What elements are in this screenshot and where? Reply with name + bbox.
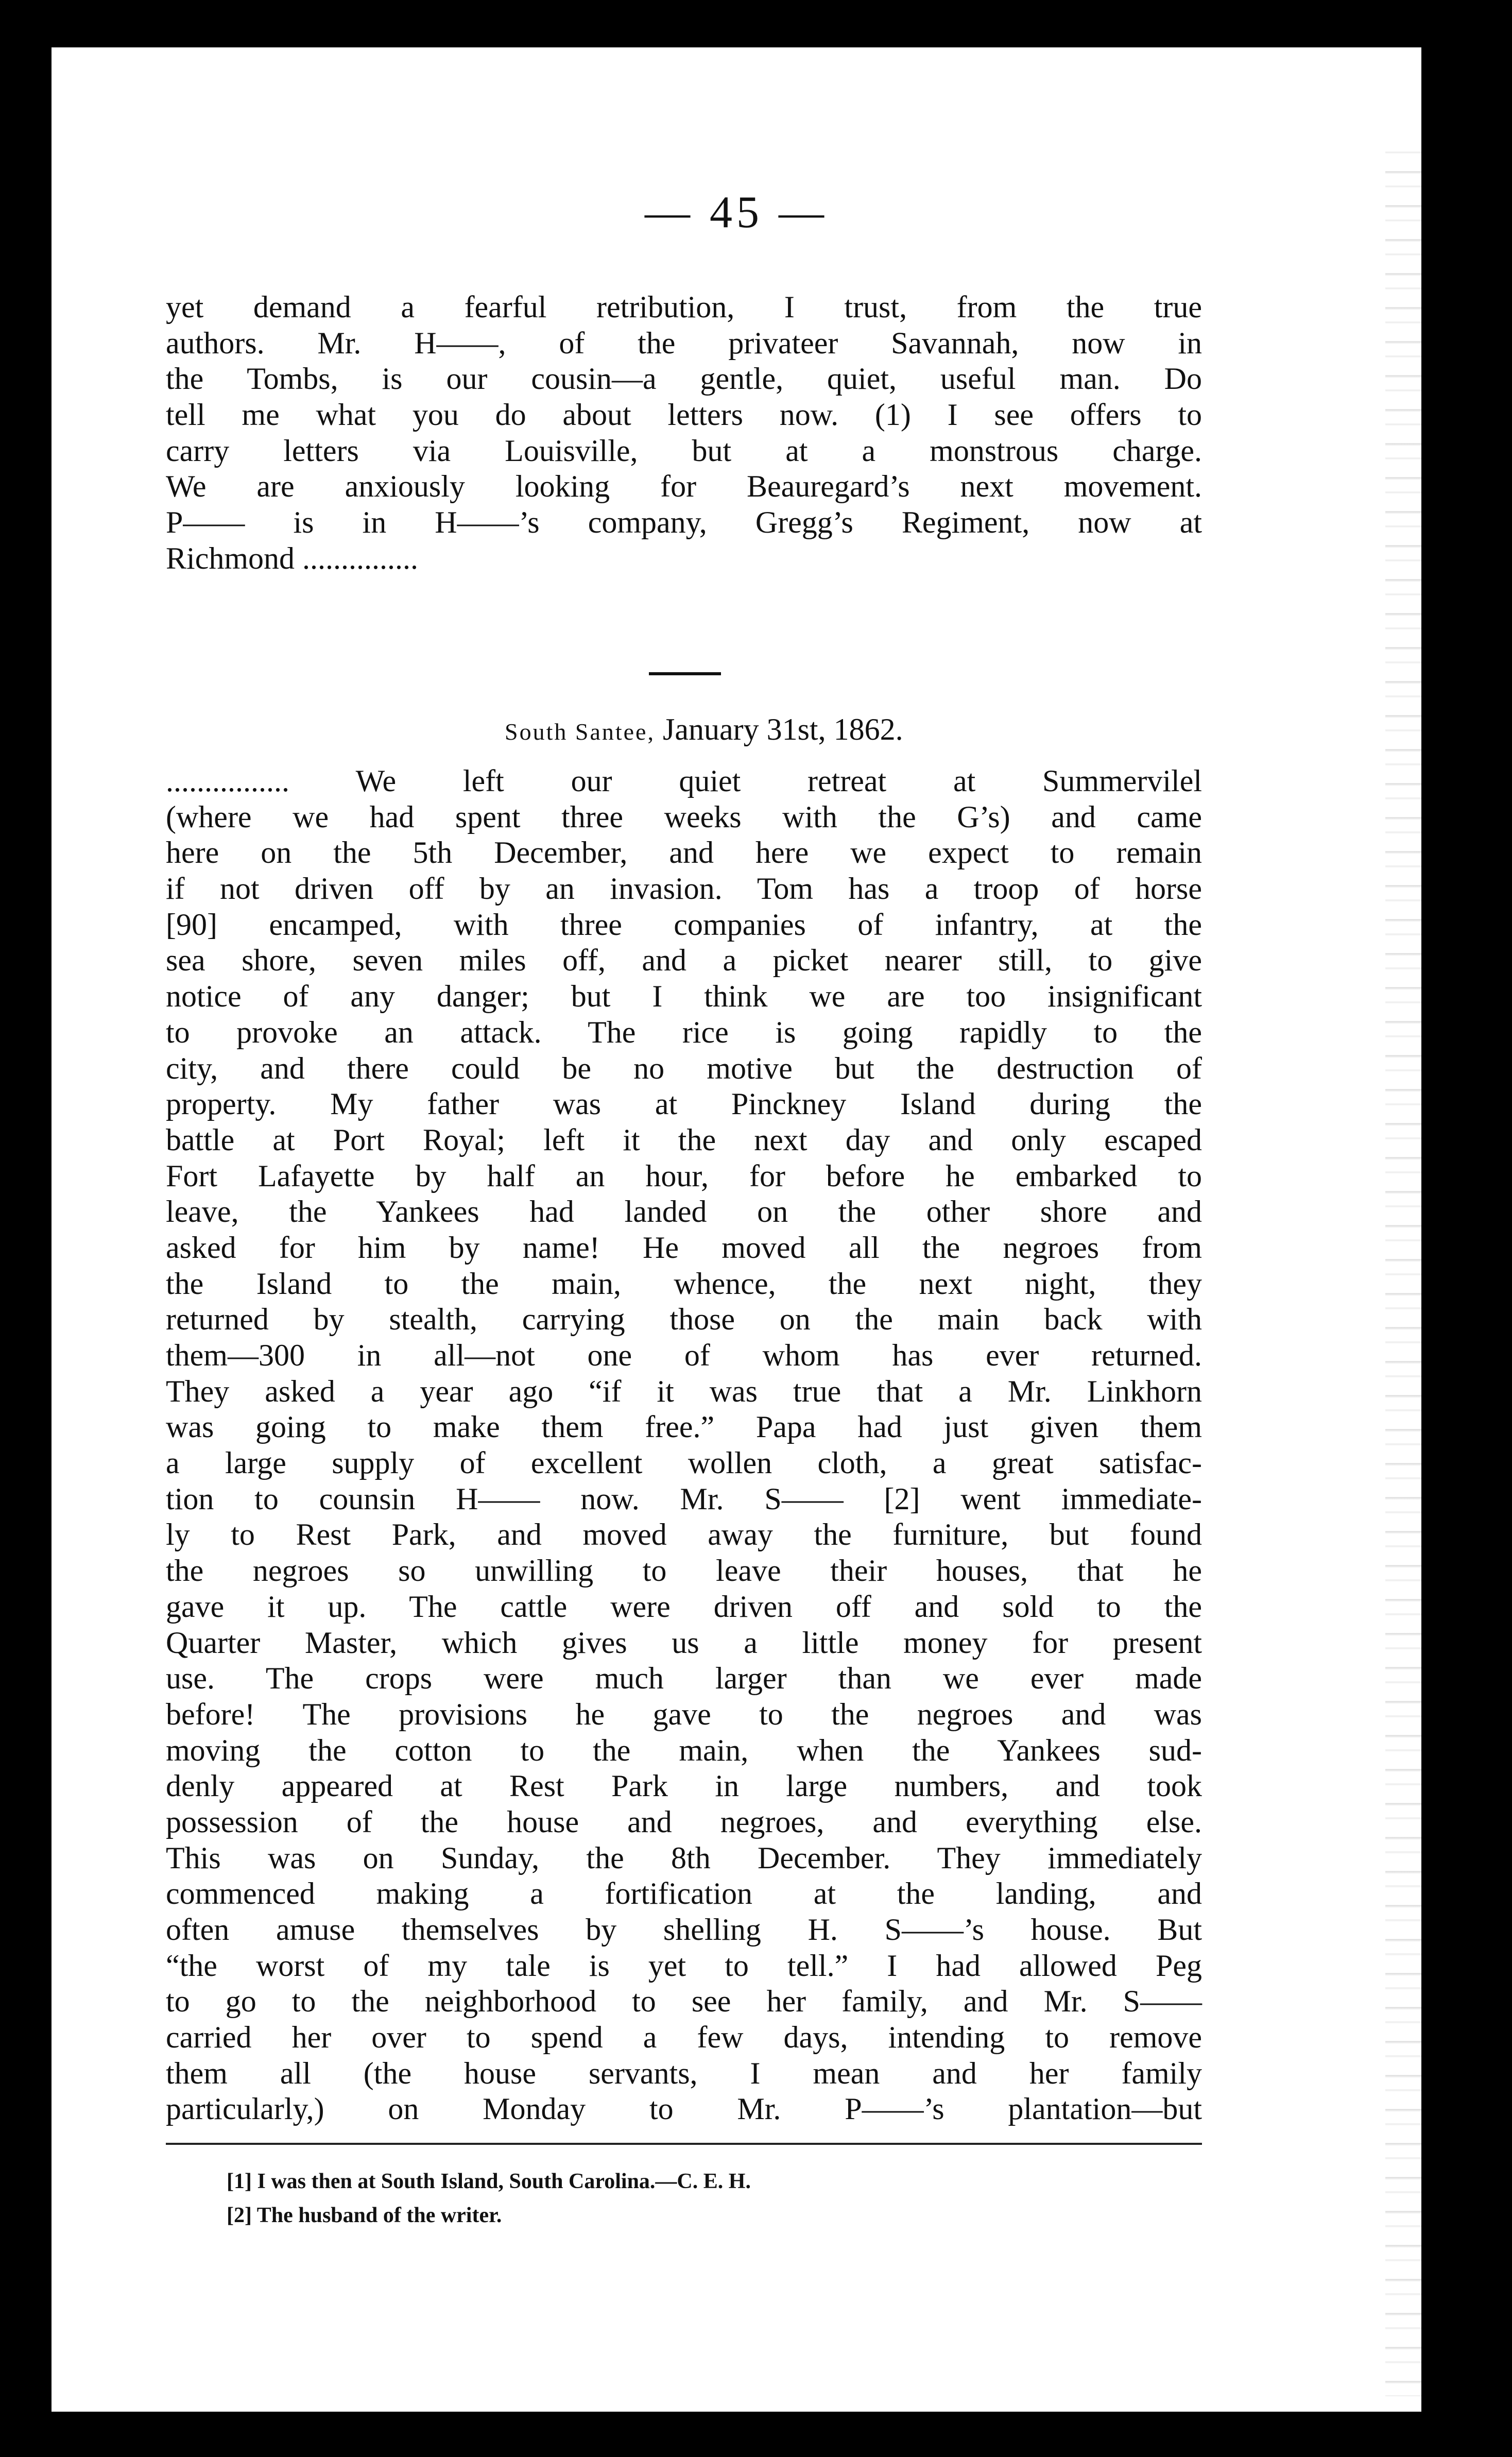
text-line: a large supply of excellent wollen cloth, a great satisfac- — [166, 1446, 1202, 1480]
text-line: We are anxiously looking for Beauregard’s next movement. — [166, 469, 1202, 504]
text-line: the Island to the main, whence, the next night, they — [166, 1266, 1202, 1301]
page-number: — 45 — — [645, 187, 828, 237]
letter-dateline — [505, 712, 903, 747]
footnotes — [227, 2164, 751, 2232]
text-line: the negroes so unwilling to leave their houses, that he — [166, 1554, 1202, 1588]
text-line: often amuse themselves by shelling H. S——’s house. But — [166, 1913, 1202, 1947]
text-line: city, and there could be no motive but the destruction of — [166, 1051, 1202, 1085]
text-line: carried her over to spend a few days, intending to remove — [166, 2020, 1202, 2055]
text-line: denly appeared at Rest Park in large numbers, and took — [166, 1769, 1202, 1803]
footnote-2: [2] The husband of the writer. — [227, 2204, 502, 2227]
footnote-1: [1] I was then at South Island, South Carolina.—C. E. H. — [227, 2170, 751, 2193]
text-line: Fort Lafayette by half an hour, for before he embarked to — [166, 1158, 1202, 1193]
text-line: leave, the Yankees had landed on the other shore and — [166, 1195, 1202, 1229]
text-line: gave it up. The cattle were driven off and sold to the — [166, 1589, 1202, 1624]
text-line: here on the 5th December, and here we expect to remain — [166, 835, 1202, 870]
text-line: the Tombs, is our cousin—a gentle, quiet, useful man. Do — [166, 362, 1202, 396]
text-line: tell me what you do about letters now. (1) I see offers to — [166, 398, 1202, 432]
text-line: “the worst of my tale is yet to tell.” I had allowed Peg — [166, 1948, 1202, 1983]
text-line: to provoke an attack. The rice is going rapidly to the — [166, 1015, 1202, 1049]
text-line: moving the cotton to the main, when the Yankees sud- — [166, 1733, 1202, 1767]
text-line: authors. Mr. H——, of the privateer Savannah, now in — [166, 326, 1202, 360]
scan-edge-noise — [1385, 140, 1421, 2396]
text-line: to go to the neighborhood to see her family, and Mr. S—— — [166, 1984, 1202, 2019]
text-line: them all (the house servants, I mean and her family — [166, 2056, 1202, 2090]
text-line: particularly,) on Monday to Mr. P——’s plantation—but — [166, 2092, 1202, 2126]
paragraph-2 — [166, 763, 1202, 2127]
text-line: This was on Sunday, the 8th December. They immediately — [166, 1840, 1202, 1875]
book-page — [51, 47, 1421, 2412]
dateline-date: January 31st, 1862. — [662, 712, 903, 746]
text-line: commenced making a fortification at the landing, and — [166, 1876, 1202, 1911]
section-divider — [649, 672, 721, 675]
text-line: notice of any danger; but I think we are too insignificant — [166, 979, 1202, 1014]
text-line: battle at Port Royal; left it the next day and only escaped — [166, 1122, 1202, 1157]
text-line: them—300 in all—not one of whom has ever returned. — [166, 1338, 1202, 1372]
paragraph-1 — [166, 289, 1202, 577]
dateline-place: South Santee, — [505, 719, 655, 745]
text-line: before! The provisions he gave to the negroes and was — [166, 1697, 1202, 1731]
footnote-rule — [166, 2143, 1202, 2145]
text-line: (where we had spent three weeks with the G’s) and came — [166, 799, 1202, 834]
text-line: returned by stealth, carrying those on the main back with — [166, 1302, 1202, 1337]
text-line: sea shore, seven miles off, and a picket nearer still, to give — [166, 943, 1202, 978]
text-line: asked for him by name! He moved all the negroes from — [166, 1230, 1202, 1265]
text-line: [90] encamped, with three companies of infantry, at the — [166, 907, 1202, 942]
text-line: tion to counsin H—— now. Mr. S—— [2] went immediate- — [166, 1481, 1202, 1516]
text-line: Richmond ............... — [166, 541, 418, 575]
text-line: Quarter Master, which gives us a little money for present — [166, 1625, 1202, 1660]
text-line: ................ We left our quiet retreat at Summervilel — [166, 764, 1202, 798]
text-line: They asked a year ago “if it was true that a Mr. Linkhorn — [166, 1374, 1202, 1408]
text-line: yet demand a fearful retribution, I trust, from the true — [166, 290, 1202, 324]
text-line: possession of the house and negroes, and everything else. — [166, 1804, 1202, 1839]
text-line: property. My father was at Pinckney Island during the — [166, 1087, 1202, 1121]
text-line: P—— is in H——’s company, Gregg’s Regiment, now at — [166, 505, 1202, 540]
text-line: carry letters via Louisville, but at a monstrous charge. — [166, 433, 1202, 468]
text-line: ly to Rest Park, and moved away the furniture, but found — [166, 1517, 1202, 1552]
text-line: if not driven off by an invasion. Tom has a troop of horse — [166, 872, 1202, 906]
text-line: use. The crops were much larger than we ever made — [166, 1661, 1202, 1696]
text-line: was going to make them free.” Papa had just given them — [166, 1410, 1202, 1444]
